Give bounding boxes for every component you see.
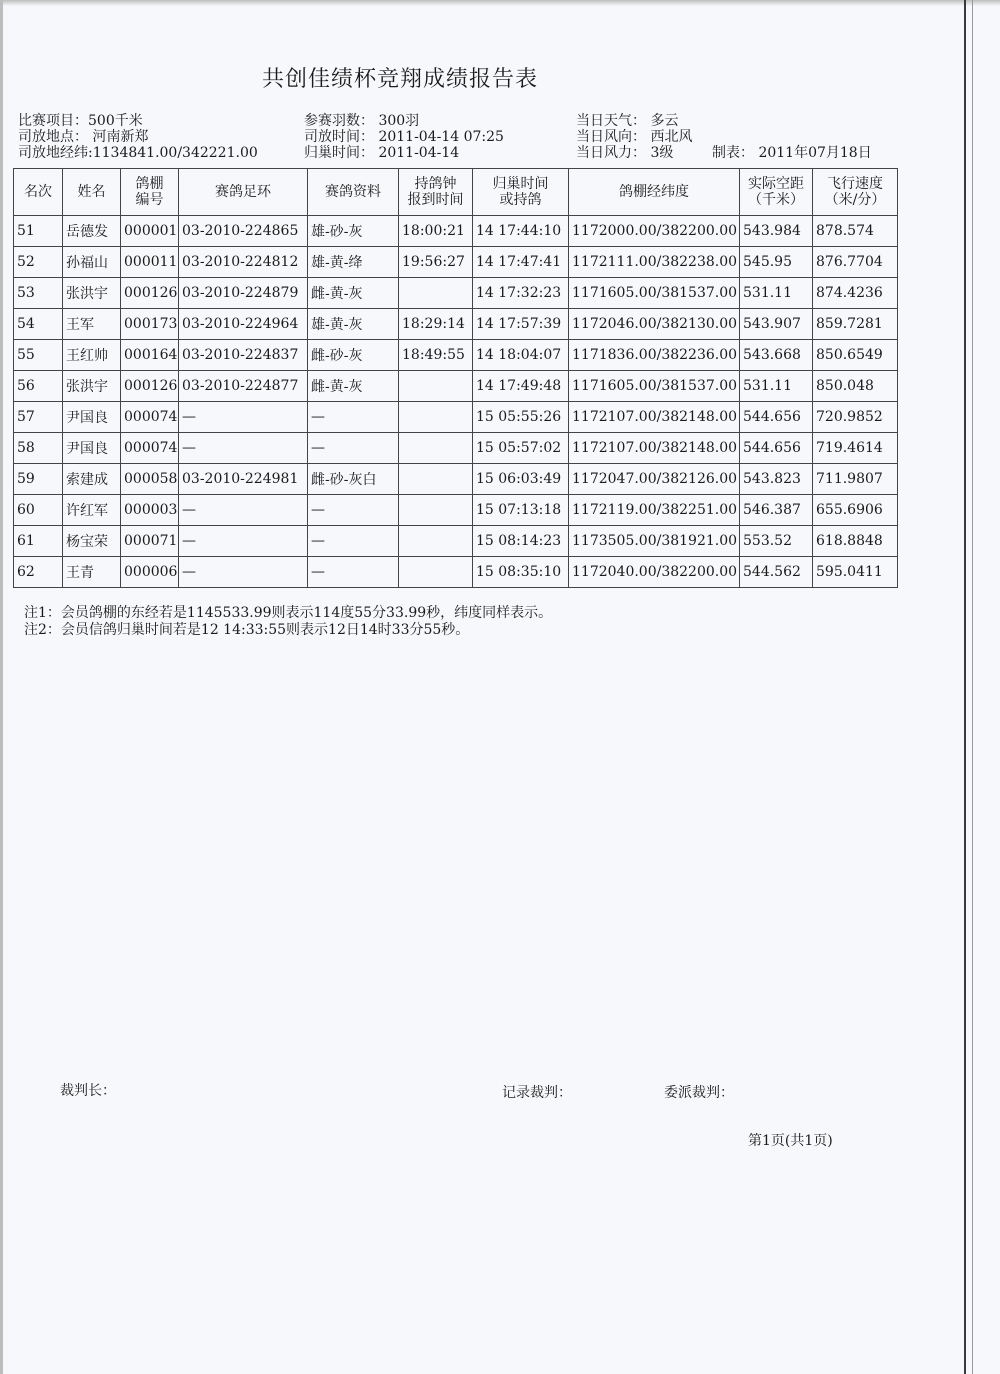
column-header	[121, 169, 179, 216]
table-cell: 1171605.00/381537.00	[569, 371, 740, 402]
table-cell	[399, 433, 473, 464]
table-cell: —	[308, 526, 399, 557]
table-cell: 雌-砂-灰白	[308, 464, 399, 495]
table-row	[14, 278, 898, 309]
weather: 当日天气： 多云	[576, 113, 679, 129]
table-cell: 雌-黄-灰	[308, 371, 399, 402]
release-place: 司放地点： 河南新郑	[18, 129, 149, 145]
table-cell: 543.907	[740, 309, 813, 340]
scan-edge-left	[0, 0, 3, 1374]
column-header-line: 鸽棚经纬度	[619, 184, 689, 200]
table-cell: 孙福山	[63, 247, 121, 278]
table-cell: 03-2010-224865	[179, 216, 308, 247]
table-cell: 杨宝荣	[63, 526, 121, 557]
table-cell: 000003	[121, 495, 179, 526]
table-cell: 618.8848	[813, 526, 898, 557]
table-cell: 57	[14, 402, 63, 433]
table-cell: 850.6549	[813, 340, 898, 371]
table-row	[14, 464, 898, 495]
table-cell: 1172046.00/382130.00	[569, 309, 740, 340]
table-cell: 1172047.00/382126.00	[569, 464, 740, 495]
table-cell: 1172107.00/382148.00	[569, 433, 740, 464]
table-cell: 720.9852	[813, 402, 898, 433]
table-cell: 雄-黄-灰	[308, 309, 399, 340]
table-cell: 546.387	[740, 495, 813, 526]
table-cell: 62	[14, 557, 63, 588]
column-header	[308, 169, 399, 216]
appointed-judge-label: 委派裁判：	[664, 1085, 734, 1101]
table-cell	[399, 278, 473, 309]
column-header	[14, 169, 63, 216]
column-header-line: 或持鸽	[499, 192, 542, 208]
table-cell: 53	[14, 278, 63, 309]
table-cell: 000071	[121, 526, 179, 557]
table-cell	[399, 526, 473, 557]
table-cell: 60	[14, 495, 63, 526]
table-row	[14, 402, 898, 433]
table-cell: 56	[14, 371, 63, 402]
column-header-line: （千米）	[748, 192, 804, 208]
table-cell: 张洪宇	[63, 278, 121, 309]
table-cell: 000058	[121, 464, 179, 495]
table-cell: 1172000.00/382200.00	[569, 216, 740, 247]
table-cell: 03-2010-224812	[179, 247, 308, 278]
column-header	[399, 169, 473, 216]
return-time: 归巢时间： 2011-04-14	[304, 145, 460, 161]
table-body	[14, 216, 898, 588]
table-cell: 张洪宇	[63, 371, 121, 402]
table-cell: 711.9807	[813, 464, 898, 495]
table-cell: 15 08:14:23	[473, 526, 569, 557]
table-cell: 19:56:27	[399, 247, 473, 278]
column-header-line: 鸽棚	[135, 176, 164, 192]
table-cell: 雌-黄-灰	[308, 278, 399, 309]
table-cell: 1172107.00/382148.00	[569, 402, 740, 433]
table-cell: 1171605.00/381537.00	[569, 278, 740, 309]
table-cell: 18:29:14	[399, 309, 473, 340]
table-cell: —	[308, 495, 399, 526]
column-header-line: （米/分）	[824, 192, 886, 208]
table-cell: 1172119.00/382251.00	[569, 495, 740, 526]
table-cell: 000173	[121, 309, 179, 340]
table-row	[14, 557, 898, 588]
made-date: 制表： 2011年07月18日	[712, 145, 872, 161]
report-title: 共创佳绩杯竞翔成绩报告表	[261, 67, 538, 92]
table-cell: 雄-黄-绛	[308, 247, 399, 278]
table-cell: 531.11	[740, 278, 813, 309]
table-cell: —	[179, 402, 308, 433]
table-cell	[399, 371, 473, 402]
table-cell: —	[308, 402, 399, 433]
column-header-line: 报到时间	[407, 192, 464, 208]
table-cell: 000074	[121, 433, 179, 464]
table-cell: 03-2010-224964	[179, 309, 308, 340]
table-cell: 14 17:44:10	[473, 216, 569, 247]
table-cell: 544.656	[740, 402, 813, 433]
table-cell: 000006	[121, 557, 179, 588]
table-row	[14, 495, 898, 526]
table-cell: 52	[14, 247, 63, 278]
table-cell: 544.656	[740, 433, 813, 464]
table-cell: 876.7704	[813, 247, 898, 278]
table-cell: 03-2010-224981	[179, 464, 308, 495]
table-cell: 543.823	[740, 464, 813, 495]
table-cell: 59	[14, 464, 63, 495]
table-cell: 许红军	[63, 495, 121, 526]
table-cell: 15 05:55:26	[473, 402, 569, 433]
table-cell: 14 17:47:41	[473, 247, 569, 278]
table-cell: 18:00:21	[399, 216, 473, 247]
table-cell: 000001	[121, 216, 179, 247]
table-header-row	[14, 169, 898, 216]
table-cell: 雄-砂-灰	[308, 216, 399, 247]
column-header	[179, 169, 308, 216]
table-cell	[399, 402, 473, 433]
table-cell: 1173505.00/381921.00	[569, 526, 740, 557]
table-cell	[399, 495, 473, 526]
table-cell: 719.4614	[813, 433, 898, 464]
table-cell: 655.6906	[813, 495, 898, 526]
table-row	[14, 247, 898, 278]
table-cell: 543.984	[740, 216, 813, 247]
table-cell: 15 07:13:18	[473, 495, 569, 526]
table-row	[14, 526, 898, 557]
column-header-line: 编号	[135, 192, 164, 208]
wind-force: 当日风力： 3级	[576, 145, 674, 161]
table-cell: 000126	[121, 371, 179, 402]
table-cell: 850.048	[813, 371, 898, 402]
table-cell: 000164	[121, 340, 179, 371]
table-cell: 54	[14, 309, 63, 340]
table-cell: 543.668	[740, 340, 813, 371]
column-header	[63, 169, 121, 216]
table-cell: 15 08:35:10	[473, 557, 569, 588]
record-judge-label: 记录裁判：	[502, 1085, 572, 1101]
table-cell: 1172040.00/382200.00	[569, 557, 740, 588]
table-cell: 03-2010-224837	[179, 340, 308, 371]
table-cell: 531.11	[740, 371, 813, 402]
column-header-line: 名次	[24, 184, 52, 200]
table-cell	[399, 464, 473, 495]
table-cell: 雌-砂-灰	[308, 340, 399, 371]
table-cell: 15 06:03:49	[473, 464, 569, 495]
table-cell: 03-2010-224879	[179, 278, 308, 309]
table-cell: —	[179, 495, 308, 526]
table-cell: 14 17:57:39	[473, 309, 569, 340]
column-header	[569, 169, 740, 216]
table-cell: 索建成	[63, 464, 121, 495]
table-cell: 545.95	[740, 247, 813, 278]
table-row	[14, 371, 898, 402]
scan-edge-right	[964, 0, 966, 1374]
table-cell: 岳德发	[63, 216, 121, 247]
table-cell: 51	[14, 216, 63, 247]
scan-edge-right-inner	[972, 0, 973, 1374]
table-cell: 595.0411	[813, 557, 898, 588]
table-cell: —	[179, 433, 308, 464]
table-cell: 000126	[121, 278, 179, 309]
table-cell: 61	[14, 526, 63, 557]
release-coords: 司放地经纬:1134841.00/342221.00	[18, 145, 258, 161]
table-cell: 1172111.00/382238.00	[569, 247, 740, 278]
table-cell: —	[308, 557, 399, 588]
note-1: 注1：会员鸽棚的东经若是1145533.99则表示114度55分33.99秒，纬度同样表示。	[24, 605, 553, 621]
table-cell: 14 17:32:23	[473, 278, 569, 309]
table-cell: 18:49:55	[399, 340, 473, 371]
note-2: 注2：会员信鸽归巢时间若是12 14:33:55则表示12日14时33分55秒。	[24, 622, 470, 638]
table-cell: 03-2010-224877	[179, 371, 308, 402]
table-row	[14, 309, 898, 340]
results-table	[13, 168, 898, 588]
table-cell: 王军	[63, 309, 121, 340]
table-cell: 尹国良	[63, 433, 121, 464]
table-cell: 553.52	[740, 526, 813, 557]
column-header	[740, 169, 813, 216]
table-cell: 王红帅	[63, 340, 121, 371]
column-header-line: 赛鸽足环	[215, 184, 271, 200]
chief-judge-label: 裁判长：	[60, 1083, 116, 1099]
release-time: 司放时间： 2011-04-14 07:25	[304, 129, 504, 145]
race-item: 比赛项目：500千米	[18, 113, 143, 129]
table-cell: —	[179, 526, 308, 557]
table-cell: 1171836.00/382236.00	[569, 340, 740, 371]
table-cell: 55	[14, 340, 63, 371]
table-cell: —	[179, 557, 308, 588]
entries-count: 参赛羽数： 300羽	[304, 113, 420, 129]
column-header	[473, 169, 569, 216]
table-cell: 王青	[63, 557, 121, 588]
column-header-line: 归巢时间	[492, 176, 549, 192]
table-cell: 尹国良	[63, 402, 121, 433]
page-number: 第1页(共1页)	[748, 1133, 833, 1149]
table-cell: 878.574	[813, 216, 898, 247]
column-header-line: 姓名	[77, 184, 106, 200]
table-cell: 15 05:57:02	[473, 433, 569, 464]
table-cell: 14 17:49:48	[473, 371, 569, 402]
column-header-line: 赛鸽资料	[325, 184, 381, 200]
wind-direction: 当日风向： 西北风	[576, 129, 693, 145]
scan-edge-top	[0, 0, 1000, 6]
table-cell	[399, 557, 473, 588]
table-cell: 874.4236	[813, 278, 898, 309]
column-header-line: 持鸽钟	[414, 176, 457, 192]
table-cell: —	[308, 433, 399, 464]
table-cell: 000074	[121, 402, 179, 433]
table-cell: 000011	[121, 247, 179, 278]
table-cell: 58	[14, 433, 63, 464]
column-header-line: 飞行速度	[827, 176, 883, 192]
column-header	[813, 169, 898, 216]
column-header-line: 实际空距	[748, 176, 804, 192]
table-row	[14, 433, 898, 464]
table-cell: 859.7281	[813, 309, 898, 340]
table-cell: 14 18:04:07	[473, 340, 569, 371]
table-row	[14, 340, 898, 371]
table-row	[14, 216, 898, 247]
table-cell: 544.562	[740, 557, 813, 588]
